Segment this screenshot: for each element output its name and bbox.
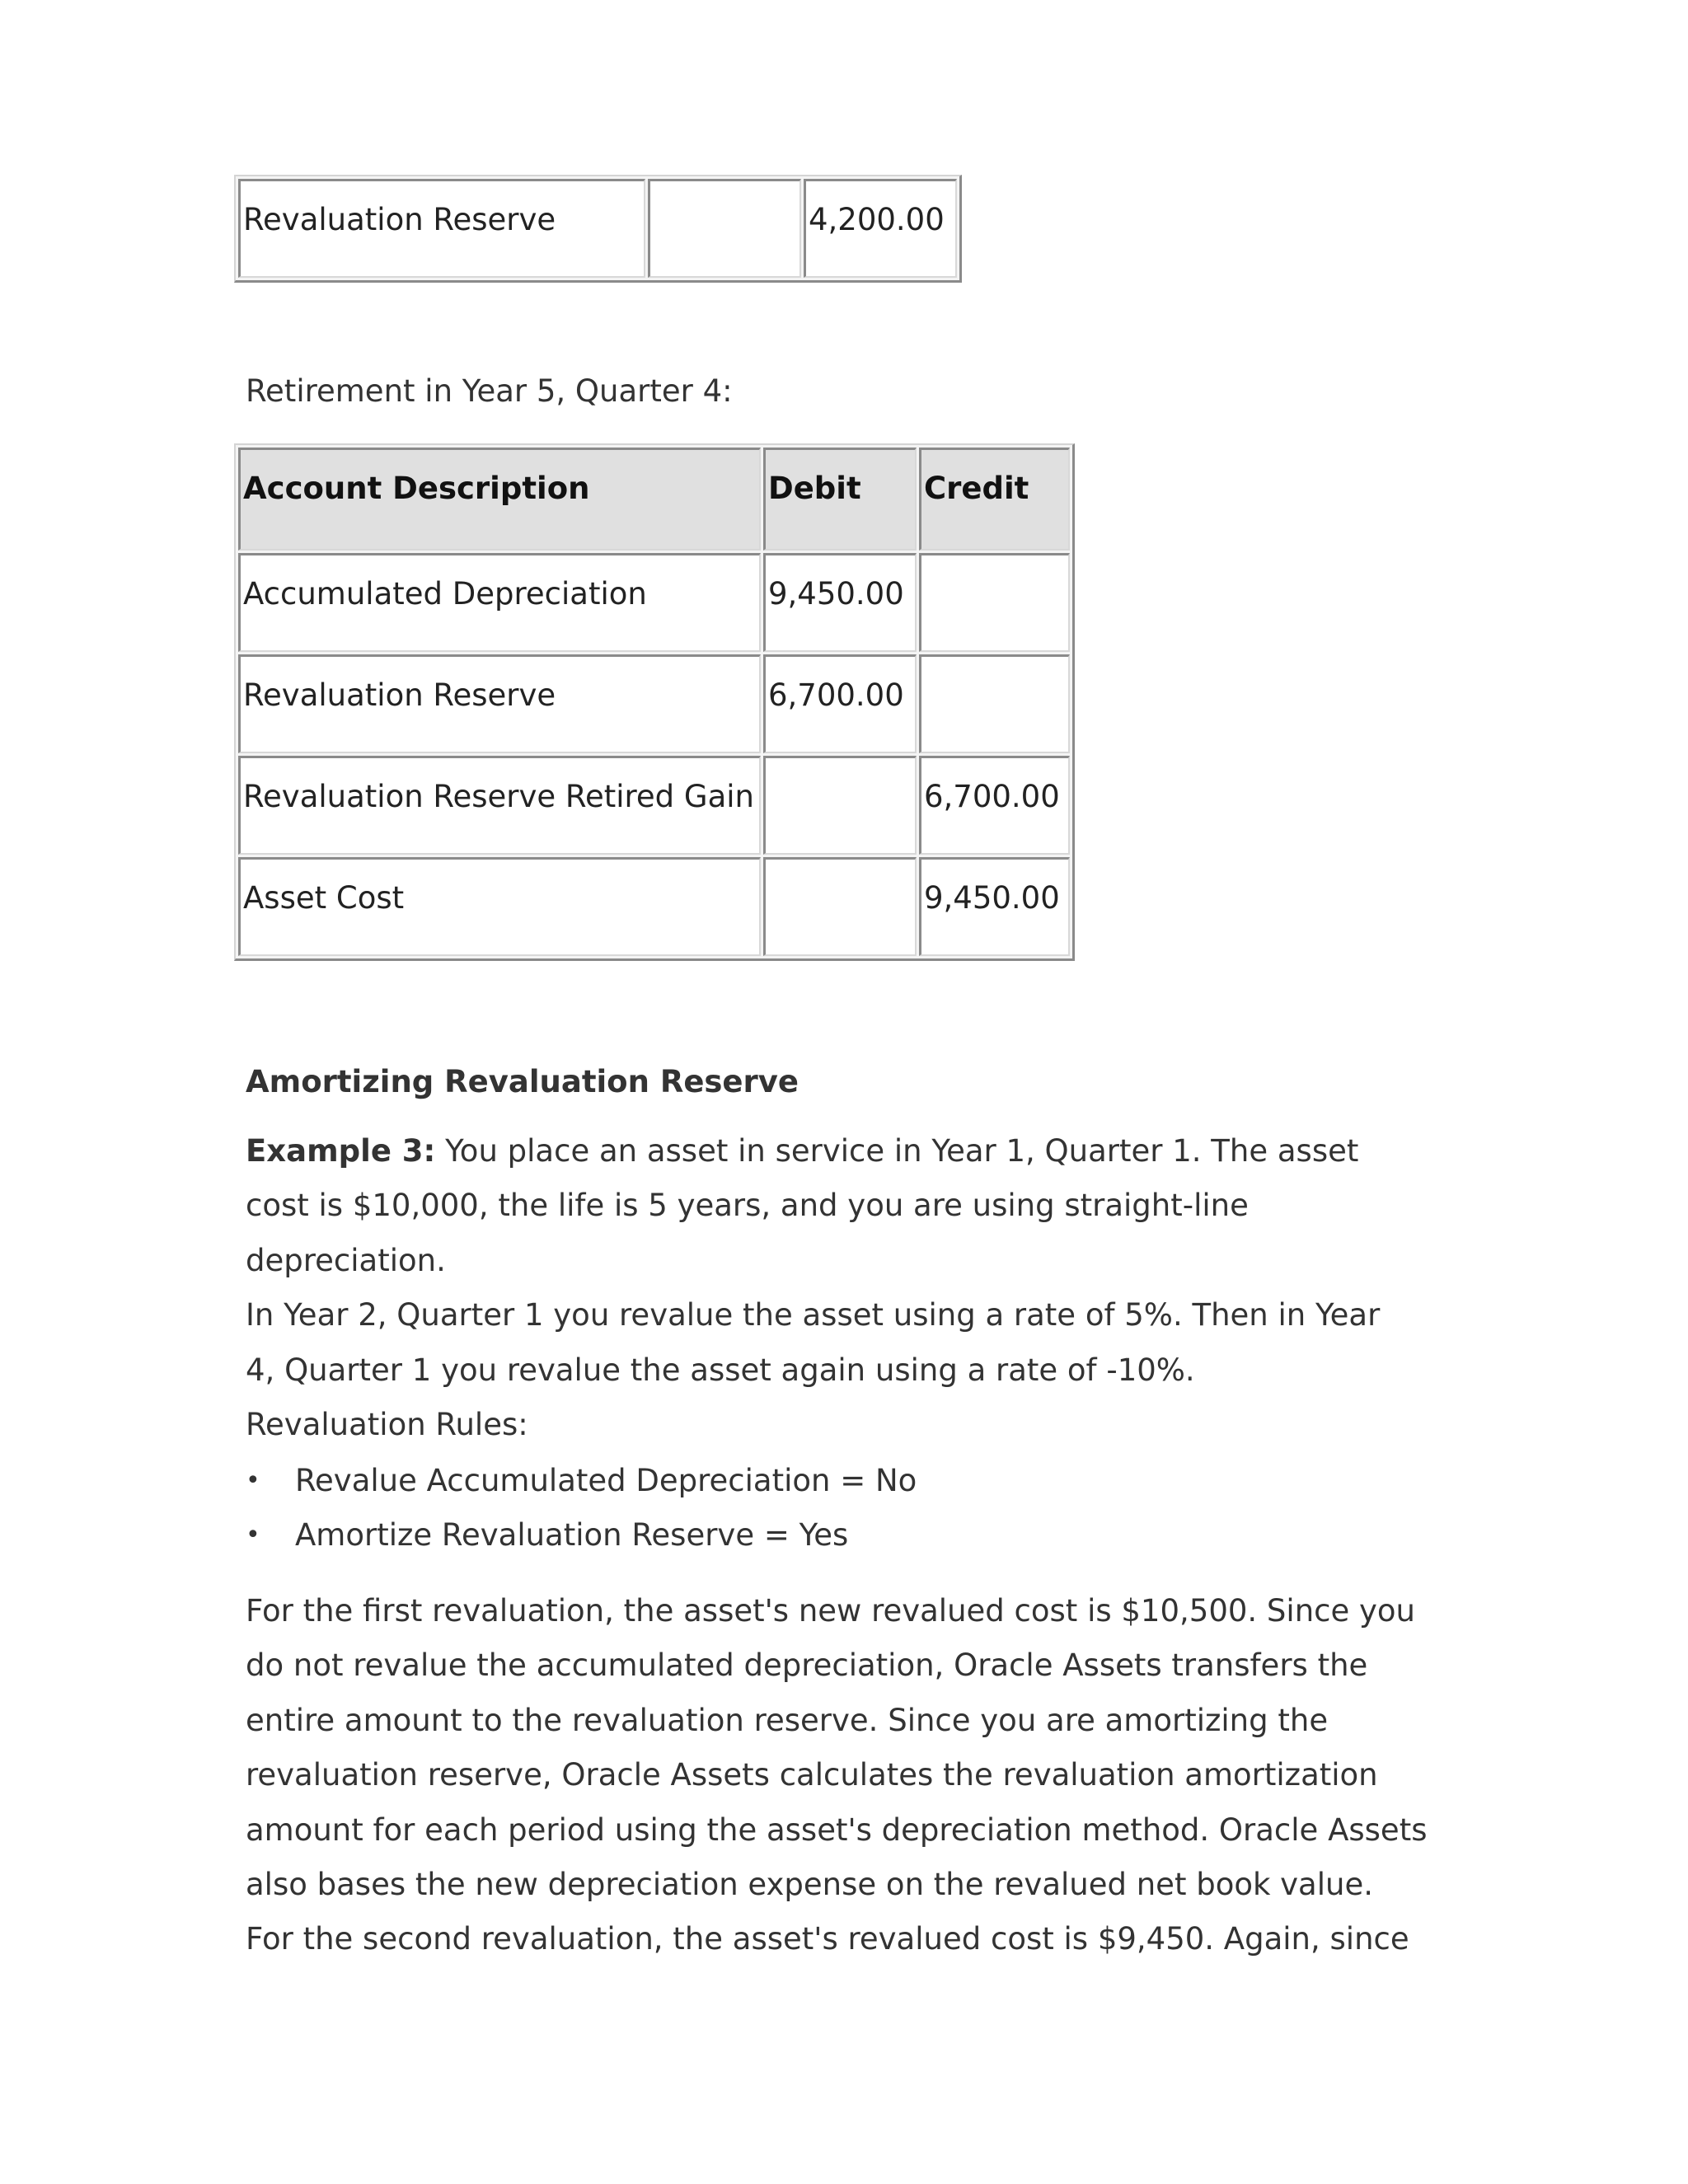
paragraph-line: also bases the new depreciation expense on the revalued net book value.: [246, 1867, 1373, 1903]
credit-cell: [919, 654, 1070, 753]
paragraph-line: revaluation reserve, Oracle Assets calculates the revaluation amortization: [246, 1757, 1378, 1793]
table-row: [238, 756, 1070, 855]
example-line: cost is $10,000, the life is 5 years, and you are using straight-line: [246, 1188, 1249, 1224]
debit-cell: 9,450.00: [763, 553, 917, 652]
paragraph-line: For the second revaluation, the asset's revalued cost is $9,450. Again, since: [246, 1921, 1409, 1957]
debit-cell: [763, 857, 917, 956]
account-description-cell: Revaluation Reserve: [238, 179, 645, 278]
example-label: Example 3:: [246, 1133, 436, 1169]
header-debit: Debit: [763, 448, 917, 551]
list-item: [246, 1508, 917, 1563]
example-line: depreciation.: [246, 1242, 446, 1278]
table-row: [238, 553, 1070, 652]
account-description-cell: Asset Cost: [238, 857, 761, 956]
paragraph-line: entire amount to the revaluation reserve. Since you are amortizing the: [246, 1702, 1329, 1738]
table-row: [238, 179, 957, 278]
credit-cell: 6,700.00: [919, 756, 1070, 855]
debit-cell: [763, 756, 917, 855]
account-description-cell: Revaluation Reserve: [238, 654, 761, 753]
rule-text: Revalue Accumulated Depreciation = No: [295, 1463, 917, 1498]
table-row: [238, 857, 1070, 956]
credit-cell: 9,450.00: [919, 857, 1070, 956]
revaluation-rules-list: [246, 1454, 917, 1563]
example-line: 4, Quarter 1 you revalue the asset again using a rate of -10%.: [246, 1352, 1195, 1388]
example-line: In Year 2, Quarter 1 you revalue the asset using a rate of 5%. Then in Year: [246, 1297, 1381, 1333]
paragraph-line: do not revalue the accumulated depreciation, Oracle Assets transfers the: [246, 1647, 1368, 1684]
example-line: [246, 1124, 1380, 1179]
example-paragraph: [246, 1124, 1380, 1452]
retirement-caption: Retirement in Year 5, Quarter 4:: [246, 373, 733, 409]
debit-cell: 6,700.00: [763, 654, 917, 753]
table-row: [238, 654, 1070, 753]
table-header-row: [238, 448, 1070, 551]
list-item: [246, 1454, 917, 1508]
account-description-cell: Accumulated Depreciation: [238, 553, 761, 652]
paragraph-line: For the first revaluation, the asset's new revalued cost is $10,500. Since you: [246, 1593, 1415, 1629]
rule-text: Amortize Revaluation Reserve = Yes: [295, 1517, 849, 1554]
account-description-cell: Revaluation Reserve Retired Gain: [238, 756, 761, 855]
header-credit: Credit: [919, 448, 1070, 551]
credit-cell: [919, 553, 1070, 652]
credit-cell: 4,200.00: [804, 179, 957, 278]
section-heading: Amortizing Revaluation Reserve: [246, 1064, 799, 1099]
explanation-paragraph: [246, 1584, 1427, 1967]
paragraph-line: amount for each period using the asset's depreciation method. Oracle Assets: [246, 1811, 1428, 1848]
debit-cell: [648, 179, 801, 278]
journal-table-continued: [234, 175, 962, 283]
example-line: Revaluation Rules:: [246, 1407, 528, 1443]
header-account-description: Account Description: [238, 448, 761, 551]
bullet-icon: •: [246, 1521, 260, 1550]
retirement-journal-table: [234, 443, 1075, 961]
example-text: You place an asset in service in Year 1, Quarter 1. The asset: [435, 1133, 1359, 1169]
bullet-icon: •: [246, 1466, 260, 1495]
